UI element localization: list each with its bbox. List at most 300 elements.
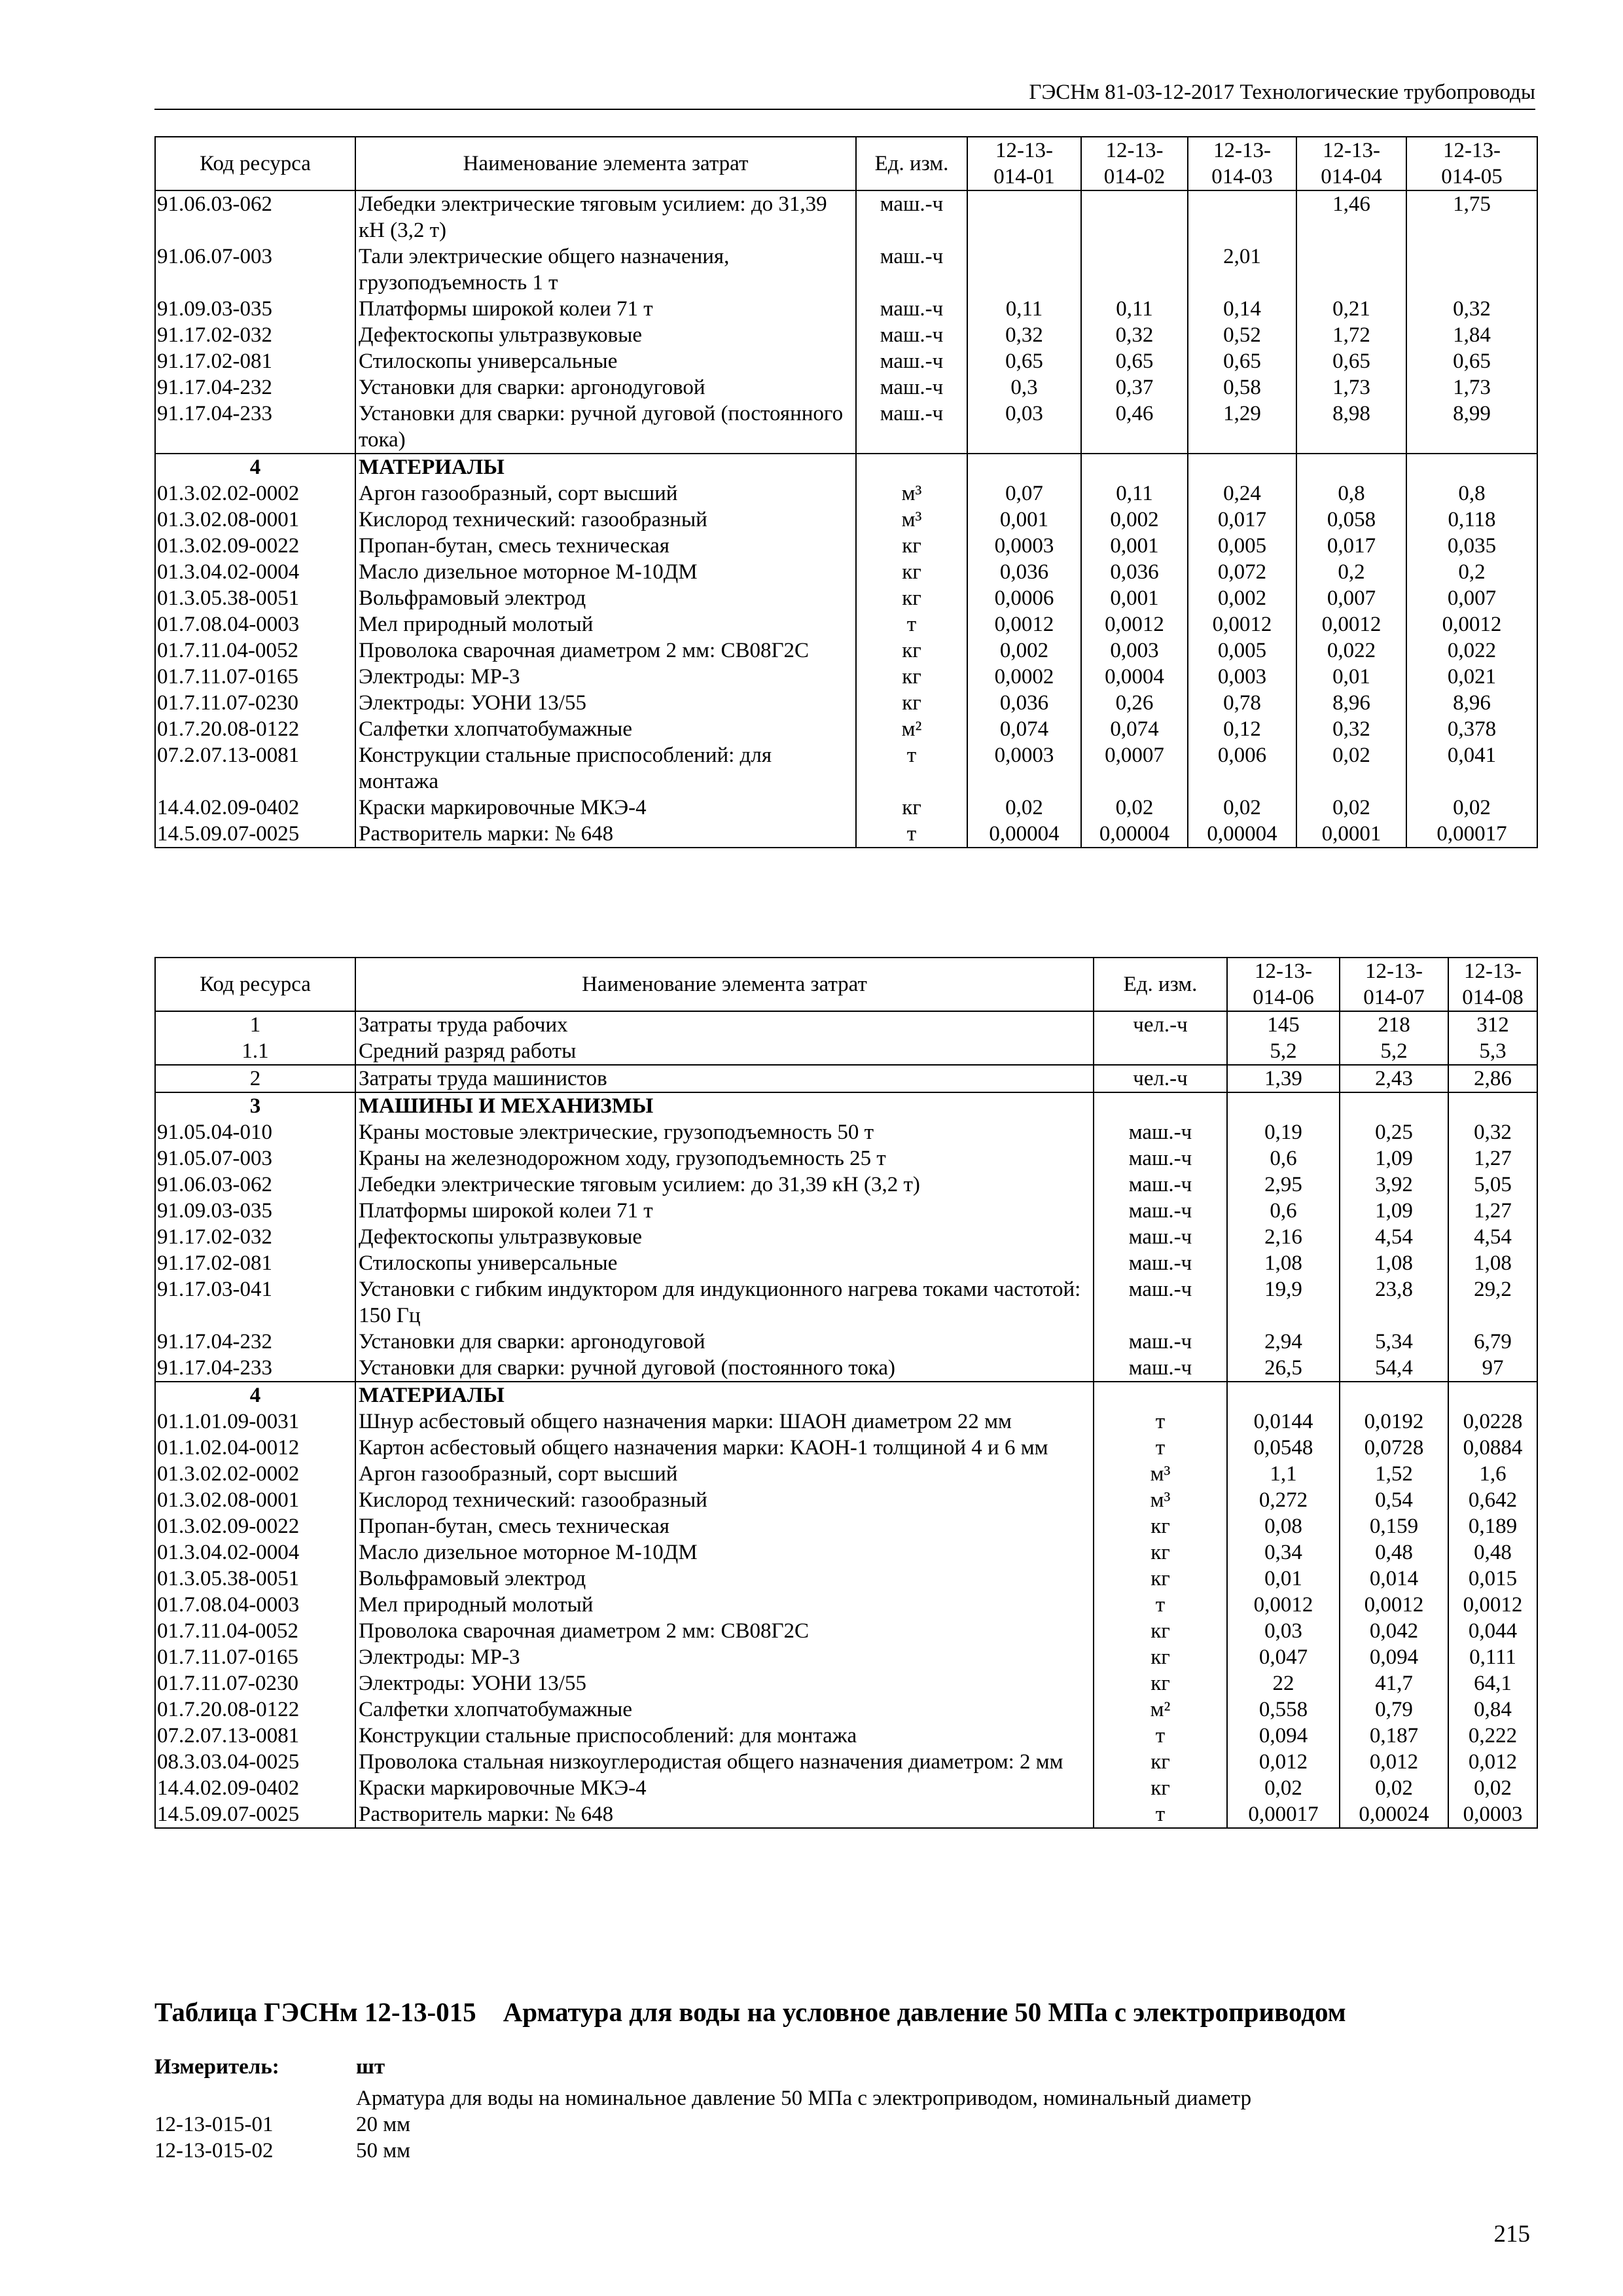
unit-cell: м² [856,716,967,742]
column-header: Наименование элемента затрат [355,958,1094,1011]
resource-code-cell: 91.05.04-010 [155,1119,355,1145]
value-cell: 0,0002 [967,664,1081,690]
meter-unit: шт [356,2055,385,2079]
resource-name-cell: Краски маркировочные МКЭ-4 [355,795,856,821]
column-header: Наименование элемента затрат [355,137,856,190]
resource-code-cell: 01.3.02.02-0002 [155,480,355,507]
resource-name-cell: Проволока сварочная диаметром 2 мм: СВ08Г2С [355,637,856,664]
value-cell: 2,86 [1448,1065,1537,1092]
resource-name-cell: Платформы широкой колеи 71 т [355,296,856,322]
resource-code-cell: 01.7.11.07-0165 [155,1644,355,1670]
resource-code-cell: 01.3.02.09-0022 [155,1513,355,1539]
table-row [155,1224,1537,1250]
resource-name-cell: Установки для сварки: ручной дуговой (постоянного тока) [355,401,856,454]
value-cell [1448,1382,1537,1408]
resource-code-cell: 01.3.04.02-0004 [155,1539,355,1566]
table-row [155,1276,1537,1329]
table-row [155,1618,1537,1644]
value-cell: 0,0012 [1448,1592,1537,1618]
value-cell [967,454,1081,480]
value-cell: 0,11 [1081,480,1188,507]
value-cell: 0,54 [1340,1487,1448,1513]
resource-name-cell: Тали электрические общего назначения, грузоподъемность 1 т [355,243,856,296]
resource-name-cell: Кислород технический: газообразный [355,507,856,533]
table-row [155,1592,1537,1618]
resource-code-cell: 14.5.09.07-0025 [155,821,355,848]
value-cell: 0,65 [1188,348,1296,374]
value-cell: 0,08 [1227,1513,1340,1539]
unit-cell [1094,1382,1227,1408]
value-cell: 0,6 [1227,1145,1340,1172]
value-cell: 1,75 [1406,190,1537,243]
value-cell: 0,042 [1340,1618,1448,1644]
column-header: Ед. изм. [1094,958,1227,1011]
value-cell: 0,012 [1340,1749,1448,1775]
value-cell: 22 [1227,1670,1340,1696]
resource-name-cell: Салфетки хлопчатобумажные [355,1696,1094,1723]
value-cell: 1,72 [1296,322,1406,348]
resource-code-cell: 07.2.07.13-0081 [155,742,355,795]
value-cell: 1,52 [1340,1461,1448,1487]
column-header: Код ресурса [155,958,355,1011]
value-cell: 0,65 [1406,348,1537,374]
resource-code-cell: 14.4.02.09-0402 [155,1775,355,1801]
value-cell: 1,73 [1406,374,1537,401]
value-cell: 0,002 [1188,585,1296,611]
value-cell: 29,2 [1448,1276,1537,1329]
value-cell: 5,05 [1448,1172,1537,1198]
table-row [155,533,1537,559]
table-row [155,401,1537,454]
value-cell: 1,08 [1340,1250,1448,1276]
resource-name-cell: Затраты труда рабочих [355,1011,1094,1038]
running-header: ГЭСНм 81-03-12-2017 Технологические трубопроводы [154,76,1535,110]
column-header: 12-13- 014-05 [1406,137,1537,190]
value-cell: 0,0006 [967,585,1081,611]
table-row [155,1329,1537,1355]
table-row [155,1382,1537,1408]
unit-cell: маш.-ч [1094,1329,1227,1355]
value-cell [1296,243,1406,296]
value-cell: 0,19 [1227,1119,1340,1145]
value-cell: 0,0012 [1406,611,1537,637]
resource-name-cell: МАТЕРИАЛЫ [355,1382,1094,1408]
resource-code-cell: 01.3.05.38-0051 [155,1566,355,1592]
value-cell: 4,54 [1448,1224,1537,1250]
unit-cell: кг [856,795,967,821]
unit-cell: маш.-ч [1094,1276,1227,1329]
value-cell: 0,01 [1227,1566,1340,1592]
table-header-row [155,958,1537,1011]
value-cell: 1,1 [1227,1461,1340,1487]
value-cell: 97 [1448,1355,1537,1382]
table-row [155,1749,1537,1775]
table-row [155,190,1537,243]
value-cell: 0,0144 [1227,1408,1340,1435]
unit-cell: кг [1094,1539,1227,1566]
value-cell: 0,111 [1448,1644,1537,1670]
value-cell: 1,29 [1188,401,1296,454]
resource-name-cell: Электроды: МР-3 [355,664,856,690]
value-cell: 0,642 [1448,1487,1537,1513]
value-cell: 0,12 [1188,716,1296,742]
value-cell: 0,2 [1296,559,1406,585]
value-cell: 0,072 [1188,559,1296,585]
unit-cell: т [856,742,967,795]
value-cell: 0,00017 [1406,821,1537,848]
meter-label: Измеритель: [154,2055,279,2079]
unit-cell: т [1094,1723,1227,1749]
value-cell: 0,159 [1340,1513,1448,1539]
value-cell [1227,1382,1340,1408]
value-cell: 0,3 [967,374,1081,401]
resource-name-cell: Аргон газообразный, сорт высший [355,1461,1094,1487]
unit-cell: маш.-ч [856,374,967,401]
table-row [155,821,1537,848]
value-cell: 0,074 [1081,716,1188,742]
value-cell: 0,02 [1406,795,1537,821]
value-cell: 0,0003 [967,742,1081,795]
value-cell: 0,094 [1340,1644,1448,1670]
resource-table-014-01-05 [154,136,1538,848]
table-row [155,1092,1537,1119]
unit-cell: т [1094,1435,1227,1461]
unit-cell: маш.-ч [856,348,967,374]
value-cell: 0,01 [1296,664,1406,690]
resource-name-cell: Краски маркировочные МКЭ-4 [355,1775,1094,1801]
unit-cell: кг [1094,1566,1227,1592]
table-row [155,1461,1537,1487]
value-cell [1296,454,1406,480]
resource-name-cell: Затраты труда машинистов [355,1065,1094,1092]
table-row [155,1011,1537,1038]
table-row [155,1065,1537,1092]
resource-name-cell: Установки для сварки: аргонодуговой [355,374,856,401]
value-cell [967,243,1081,296]
value-cell: 0,001 [1081,585,1188,611]
unit-cell [1094,1092,1227,1119]
table-row [155,243,1537,296]
value-cell: 0,11 [967,296,1081,322]
resource-code-cell: 91.17.04-233 [155,401,355,454]
value-cell: 0,2 [1406,559,1537,585]
resource-name-cell: Пропан-бутан, смесь техническая [355,1513,1094,1539]
norm-code: 12-13-015-02 [154,2139,274,2162]
resource-name-cell: МАШИНЫ И МЕХАНИЗМЫ [355,1092,1094,1119]
value-cell: 1,84 [1406,322,1537,348]
resource-name-cell: Растворитель марки: № 648 [355,1801,1094,1828]
value-cell: 0,34 [1227,1539,1340,1566]
value-cell: 41,7 [1340,1670,1448,1696]
table-row [155,1723,1537,1749]
value-cell: 0,017 [1188,507,1296,533]
column-header: 12-13- 014-04 [1296,137,1406,190]
value-cell: 0,0728 [1340,1435,1448,1461]
resource-code-cell: 08.3.03.04-0025 [155,1749,355,1775]
table-row [155,1513,1537,1539]
resource-code-cell: 91.17.02-081 [155,1250,355,1276]
value-cell: 6,79 [1448,1329,1537,1355]
resource-name-cell: Установки с гибким индуктором для индукционного нагрева токами частотой: 150 Гц [355,1276,1094,1329]
value-cell: 0,14 [1188,296,1296,322]
resource-name-cell: Средний разряд работы [355,1038,1094,1065]
resource-code-cell: 91.06.03-062 [155,190,355,243]
resource-code-cell: 01.7.11.07-0165 [155,664,355,690]
value-cell: 2,95 [1227,1172,1340,1198]
resource-name-cell: Электроды: УОНИ 13/55 [355,1670,1094,1696]
value-cell: 0,00004 [967,821,1081,848]
value-cell: 1,6 [1448,1461,1537,1487]
value-cell: 0,0012 [1227,1592,1340,1618]
resource-code-cell: 01.3.02.08-0001 [155,507,355,533]
resource-code-cell: 1 [155,1011,355,1038]
value-cell: 0,022 [1406,637,1537,664]
unit-cell: м² [1094,1696,1227,1723]
value-cell: 0,044 [1448,1618,1537,1644]
value-cell: 1,08 [1227,1250,1340,1276]
value-cell: 2,16 [1227,1224,1340,1250]
value-cell: 0,32 [1081,322,1188,348]
value-cell: 0,58 [1188,374,1296,401]
table-row [155,716,1537,742]
resource-code-cell: 01.1.02.04-0012 [155,1435,355,1461]
resource-name-cell: Мел природный молотый [355,611,856,637]
unit-cell: кг [856,637,967,664]
value-cell: 0,52 [1188,322,1296,348]
table-header-row [155,137,1537,190]
unit-cell: м³ [856,507,967,533]
norm-value: 50 мм [356,2139,411,2162]
value-cell [1406,454,1537,480]
resource-code-cell: 01.3.02.09-0022 [155,533,355,559]
table-row [155,1172,1537,1198]
value-cell: 23,8 [1340,1276,1448,1329]
value-cell: 0,005 [1188,637,1296,664]
column-header: 12-13- 014-06 [1227,958,1340,1011]
value-cell: 0,015 [1448,1566,1537,1592]
resource-name-cell: Электроды: УОНИ 13/55 [355,690,856,716]
unit-cell: маш.-ч [856,401,967,454]
value-cell: 0,002 [967,637,1081,664]
resource-code-cell: 14.4.02.09-0402 [155,795,355,821]
table-description: Арматура для воды на номинальное давление 50 МПа с электроприводом, номинальный диаметр [356,2087,1252,2110]
value-cell: 0,21 [1296,296,1406,322]
value-cell: 0,02 [1081,795,1188,821]
value-cell: 1,39 [1227,1065,1340,1092]
value-cell: 0,094 [1227,1723,1340,1749]
value-cell: 0,222 [1448,1723,1537,1749]
unit-cell: кг [1094,1513,1227,1539]
resource-code-cell: 91.05.07-003 [155,1145,355,1172]
resource-name-cell: Шнур асбестовый общего назначения марки: ШАОН диаметром 22 мм [355,1408,1094,1435]
column-header: Ед. изм. [856,137,967,190]
value-cell: 0,00004 [1188,821,1296,848]
resource-code-cell: 01.3.05.38-0051 [155,585,355,611]
resource-code-cell: 07.2.07.13-0081 [155,1723,355,1749]
value-cell: 0,02 [1340,1775,1448,1801]
value-cell: 0,012 [1227,1749,1340,1775]
value-cell: 0,78 [1188,690,1296,716]
resource-code-cell: 91.09.03-035 [155,1198,355,1224]
resource-name-cell: Стилоскопы универсальные [355,348,856,374]
table-row [155,1487,1537,1513]
resource-code-cell: 91.17.04-233 [155,1355,355,1382]
value-cell: 0,0007 [1081,742,1188,795]
unit-cell: кг [1094,1749,1227,1775]
unit-cell: кг [856,559,967,585]
unit-cell: кг [856,664,967,690]
unit-cell: чел.-ч [1094,1011,1227,1038]
resource-code-cell: 91.06.07-003 [155,243,355,296]
value-cell: 0,558 [1227,1696,1340,1723]
resource-name-cell: Платформы широкой колеи 71 т [355,1198,1094,1224]
resource-name-cell: Установки для сварки: аргонодуговой [355,1329,1094,1355]
value-cell: 0,0003 [967,533,1081,559]
value-cell: 0,036 [967,690,1081,716]
unit-cell: т [856,611,967,637]
value-cell: 0,006 [1188,742,1296,795]
resource-code-cell: 91.09.03-035 [155,296,355,322]
unit-cell: кг [1094,1775,1227,1801]
resource-code-cell: 91.17.02-032 [155,1224,355,1250]
resource-name-cell: Аргон газообразный, сорт высший [355,480,856,507]
unit-cell: т [1094,1408,1227,1435]
value-cell: 1,09 [1340,1145,1448,1172]
resource-code-cell: 4 [155,454,355,480]
value-cell: 64,1 [1448,1670,1537,1696]
value-cell: 0,041 [1406,742,1537,795]
value-cell: 0,012 [1448,1749,1537,1775]
table-row [155,559,1537,585]
value-cell: 0,007 [1406,585,1537,611]
resource-name-cell: Картон асбестовый общего назначения марки: КАОН-1 толщиной 4 и 6 мм [355,1435,1094,1461]
value-cell: 1,27 [1448,1145,1537,1172]
value-cell: 0,02 [1227,1775,1340,1801]
value-cell: 0,00024 [1340,1801,1448,1828]
value-cell: 312 [1448,1011,1537,1038]
value-cell: 0,014 [1340,1566,1448,1592]
value-cell: 0,0012 [967,611,1081,637]
unit-cell: кг [1094,1644,1227,1670]
value-cell: 0,02 [1296,795,1406,821]
value-cell: 0,378 [1406,716,1537,742]
resource-code-cell: 91.06.03-062 [155,1172,355,1198]
value-cell: 0,074 [967,716,1081,742]
value-cell: 0,84 [1448,1696,1537,1723]
table-row [155,611,1537,637]
resource-name-cell: Проволока стальная низкоуглеродистая общего назначения диаметром: 2 мм [355,1749,1094,1775]
resource-name-cell: Вольфрамовый электрод [355,1566,1094,1592]
value-cell: 0,48 [1448,1539,1537,1566]
unit-cell: маш.-ч [1094,1198,1227,1224]
unit-cell: кг [1094,1670,1227,1696]
unit-cell: кг [1094,1618,1227,1644]
value-cell: 0,25 [1340,1119,1448,1145]
value-cell: 0,189 [1448,1513,1537,1539]
value-cell [967,190,1081,243]
value-cell: 0,187 [1340,1723,1448,1749]
value-cell [1340,1382,1448,1408]
resource-code-cell: 01.7.11.04-0052 [155,637,355,664]
value-cell: 0,26 [1081,690,1188,716]
unit-cell: маш.-ч [1094,1145,1227,1172]
value-cell: 0,017 [1296,533,1406,559]
value-cell: 0,32 [1296,716,1406,742]
resource-name-cell: МАТЕРИАЛЫ [355,454,856,480]
unit-cell [1094,1038,1227,1065]
table-row [155,1145,1537,1172]
table-row [155,1801,1537,1828]
resource-name-cell: Салфетки хлопчатобумажные [355,716,856,742]
value-cell: 5,2 [1227,1038,1340,1065]
resource-name-cell: Конструкции стальные приспособлений: для монтажа [355,1723,1094,1749]
resource-code-cell: 01.3.02.08-0001 [155,1487,355,1513]
value-cell [1188,190,1296,243]
table-row [155,1250,1537,1276]
value-cell: 1,09 [1340,1198,1448,1224]
resource-code-cell: 1.1 [155,1038,355,1065]
column-header: 12-13- 014-01 [967,137,1081,190]
unit-cell: маш.-ч [1094,1250,1227,1276]
table-row [155,637,1537,664]
unit-cell: т [1094,1592,1227,1618]
resource-code-cell: 01.7.11.07-0230 [155,690,355,716]
value-cell: 0,0004 [1081,664,1188,690]
resource-code-cell: 01.3.04.02-0004 [155,559,355,585]
value-cell: 0,03 [967,401,1081,454]
value-cell: 0,8 [1406,480,1537,507]
resource-name-cell: Мел природный молотый [355,1592,1094,1618]
column-header: 12-13- 014-02 [1081,137,1188,190]
unit-cell: т [1094,1801,1227,1828]
value-cell: 0,0548 [1227,1435,1340,1461]
value-cell: 0,00004 [1081,821,1188,848]
meter-line [154,2054,385,2080]
value-cell: 5,2 [1340,1038,1448,1065]
table-row [155,795,1537,821]
unit-cell: м³ [856,480,967,507]
resource-code-cell: 2 [155,1065,355,1092]
value-cell: 1,08 [1448,1250,1537,1276]
unit-cell: маш.-ч [1094,1224,1227,1250]
value-cell: 0,8 [1296,480,1406,507]
value-cell: 0,0012 [1081,611,1188,637]
resource-code-cell: 01.7.20.08-0122 [155,716,355,742]
table-row [155,1775,1537,1801]
table-row [155,374,1537,401]
resource-name-cell: Установки для сварки: ручной дуговой (постоянного тока) [355,1355,1094,1382]
unit-cell: маш.-ч [856,322,967,348]
column-header: 12-13- 014-07 [1340,958,1448,1011]
resource-code-cell: 01.7.11.04-0052 [155,1618,355,1644]
value-cell: 0,058 [1296,507,1406,533]
resource-name-cell: Лебедки электрические тяговым усилием: до 31,39 кН (3,2 т) [355,1172,1094,1198]
value-cell [1340,1092,1448,1119]
unit-cell: м³ [1094,1487,1227,1513]
value-cell: 4,54 [1340,1224,1448,1250]
value-cell: 1,73 [1296,374,1406,401]
norm-value: 20 мм [356,2113,411,2136]
resource-code-cell: 01.1.01.09-0031 [155,1408,355,1435]
unit-cell: чел.-ч [1094,1065,1227,1092]
value-cell: 0,003 [1188,664,1296,690]
table-row [155,1408,1537,1435]
value-cell: 0,002 [1081,507,1188,533]
unit-cell: маш.-ч [856,243,967,296]
value-cell [1081,243,1188,296]
column-header: 12-13- 014-03 [1188,137,1296,190]
value-cell: 0,003 [1081,637,1188,664]
